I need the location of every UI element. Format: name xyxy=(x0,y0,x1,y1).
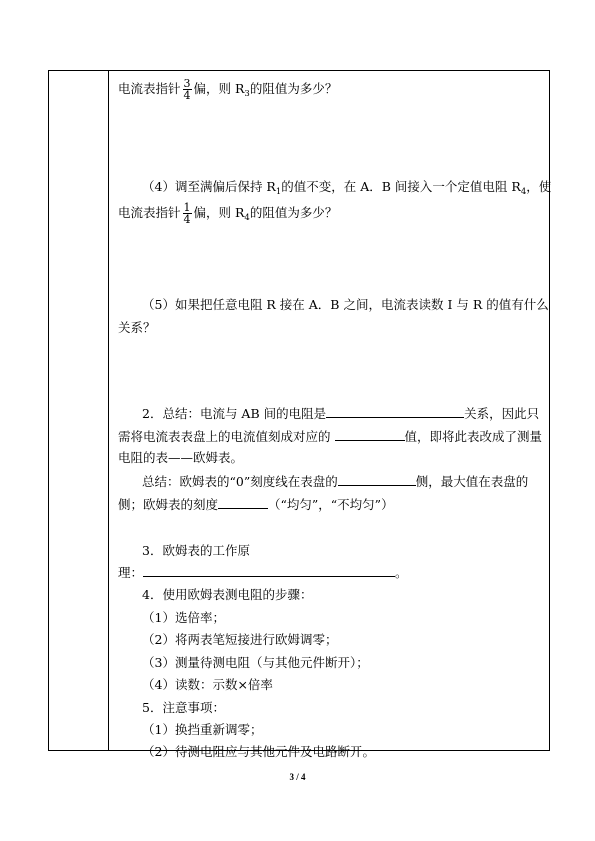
summary2-line3: 电阻的表——欧姆表。 xyxy=(118,450,244,465)
column-divider xyxy=(108,70,109,751)
fraction-three-quarters: $\frac{3}{4}$ xyxy=(183,77,191,102)
blank-value[interactable] xyxy=(335,428,405,441)
steps-title: 4．使用欧姆表测电阻的步骤： xyxy=(142,587,313,602)
blank-relation[interactable] xyxy=(326,405,464,418)
step-item: （1）选倍率； xyxy=(142,610,225,625)
notes-title: 5．注意事项： xyxy=(142,700,225,715)
step-item: （2）将两表笔短接进行欧姆调零； xyxy=(142,632,338,647)
q3-line: 电流表指针 $\frac{3}{4}$ 偏，则 $R_3$的阻值为多少？ xyxy=(118,77,338,102)
blank-scale[interactable] xyxy=(218,496,268,509)
principle-line2: 理： 。 xyxy=(118,565,408,580)
step-item: （3）测量待测电阻（与其他元件断开）； xyxy=(142,655,369,670)
q5-line1: （5）如果把任意电阻 R 接在 A．B 之间，电流表读数 I 与 R 的值有什么 xyxy=(142,297,549,312)
q4-line2: 电流表指针 $\frac{1}{4}$ 偏，则 $R_4$的阻值为多少？ xyxy=(118,201,338,226)
fraction-one-quarter: $\frac{1}{4}$ xyxy=(183,201,191,226)
page-number: 3 / 4 xyxy=(289,772,306,782)
blank-zero-side[interactable] xyxy=(338,473,416,486)
q4-line1: （4）调至满偏后保持 $R_1$的值不变，在 A．B 间接入一个定值电阻 $R_4$，使 xyxy=(142,179,552,197)
zero-summary-line2: 侧；欧姆表的刻度 （“均匀”，“不均匀”） xyxy=(118,497,394,512)
principle-line1: 3．欧姆表的工作原 xyxy=(142,543,250,558)
zero-summary-line1: 总结：欧姆表的“0”刻度线在表盘的 侧，最大值在表盘的 xyxy=(142,474,529,489)
step-item: （4）读数：示数×倍率 xyxy=(142,677,273,692)
blank-principle[interactable] xyxy=(143,564,395,577)
note-item: （1）换挡重新调零； xyxy=(142,722,263,737)
summary2-line2: 需将电流表表盘上的电流值刻成对应的 值，即将此表改成了测量 xyxy=(118,429,543,444)
note-item: （2）待测电阻应与其他元件及电路断开。 xyxy=(142,744,375,759)
q5-line2: 关系？ xyxy=(118,320,156,335)
summary2-line1: 2．总结：电流与 AB 间的电阻是 关系，因此只 xyxy=(142,406,540,421)
